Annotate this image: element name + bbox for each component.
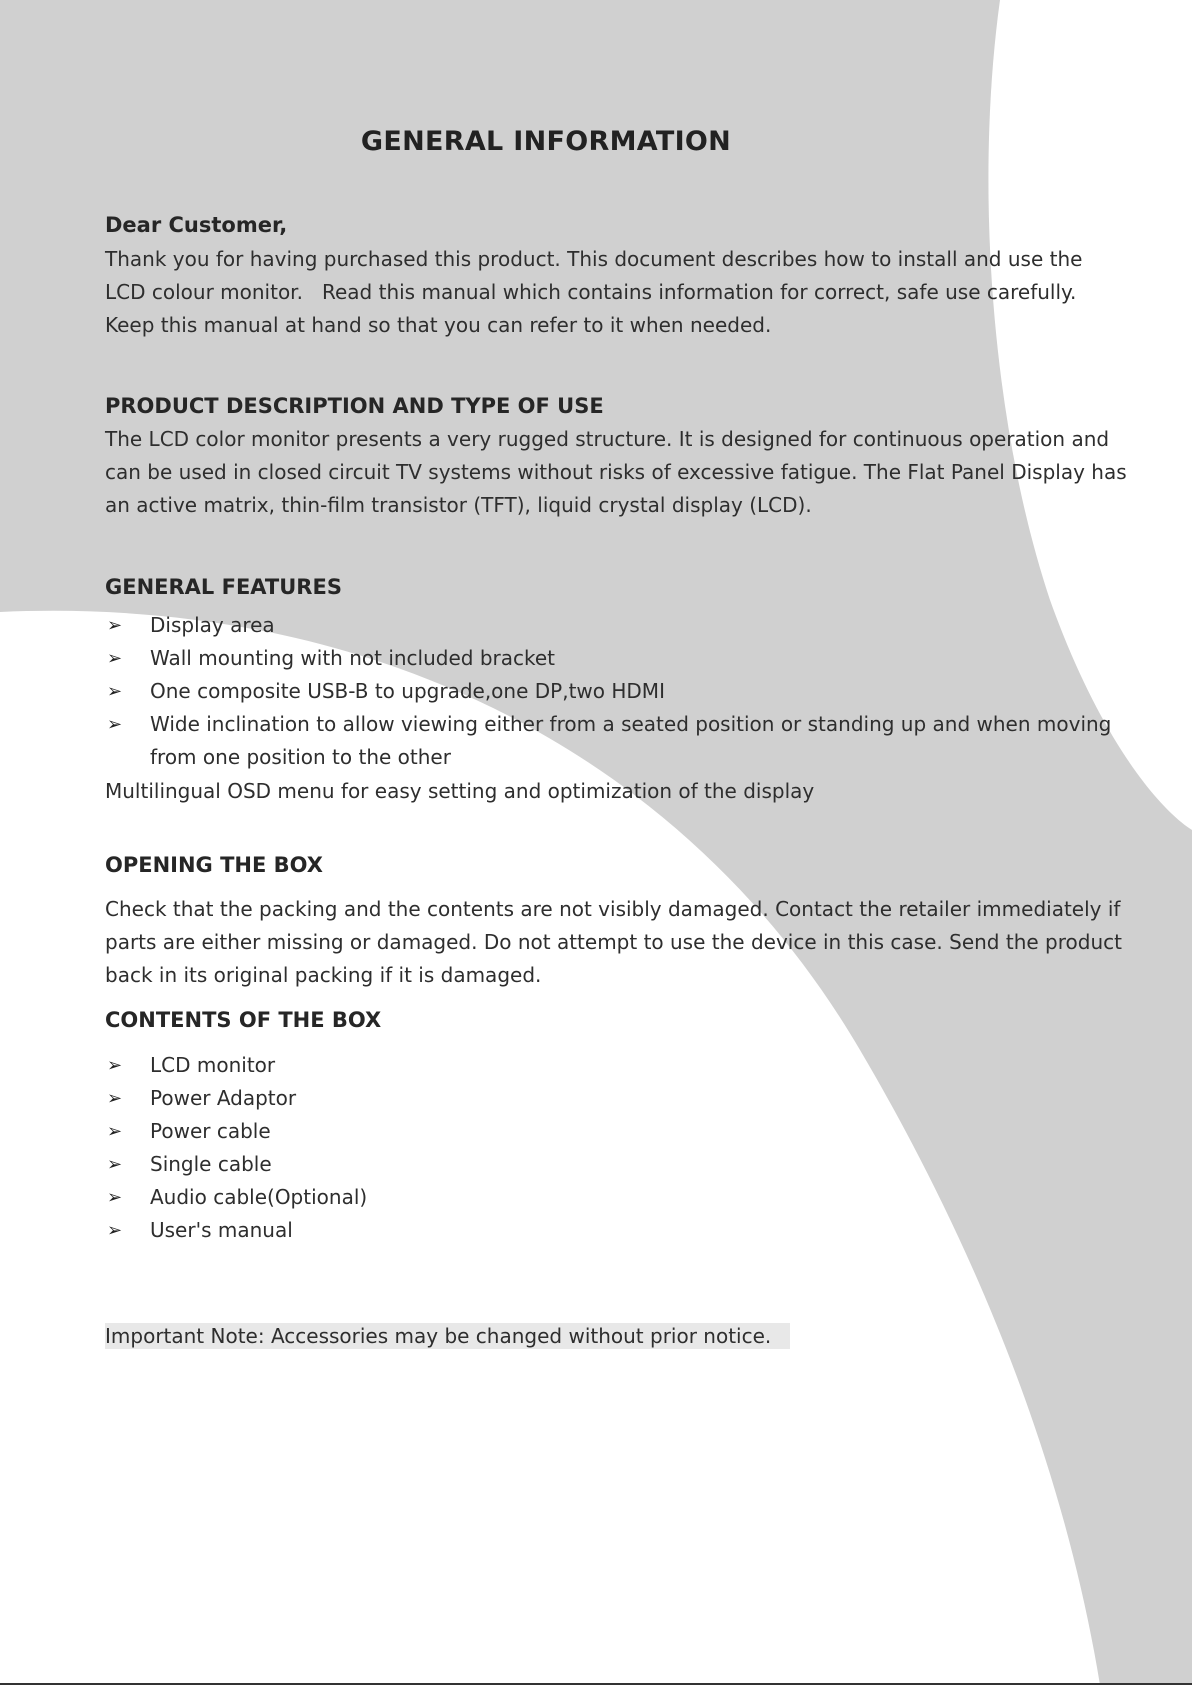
important-note: Important Note: Accessories may be changed without prior notice.	[105, 1323, 790, 1349]
list-item: ➢ Single cable	[105, 1148, 1095, 1181]
arrowhead-bullet-icon: ➢	[107, 681, 123, 702]
contents-box-heading: CONTENTS OF THE BOX	[105, 1008, 382, 1032]
list-item: ➢ Power Adaptor	[105, 1082, 1095, 1115]
arrowhead-bullet-icon: ➢	[107, 1121, 123, 1142]
arrowhead-bullet-icon: ➢	[107, 615, 123, 636]
general-features-heading: GENERAL FEATURES	[105, 575, 342, 599]
arrowhead-bullet-icon: ➢	[107, 714, 123, 735]
arrowhead-bullet-icon: ➢	[107, 1088, 123, 1109]
paragraph-line: Thank you for having purchased this product. This document describes how to install and use the	[105, 247, 1083, 271]
list-item: ➢ Wide inclination to allow viewing either from a seated position or standing up and when moving	[105, 708, 1095, 741]
arrowhead-bullet-icon: ➢	[107, 648, 123, 669]
paragraph-line: LCD colour monitor. Read this manual which contains information for correct, safe use carefully.	[105, 280, 1077, 304]
paragraph-line: The LCD color monitor presents a very rugged structure. It is designed for continuous operation and	[105, 427, 1110, 451]
opening-box-heading: OPENING THE BOX	[105, 853, 323, 877]
list-item: ➢ One composite USB-B to upgrade,one DP,two HDMI	[105, 675, 1095, 708]
list-item: ➢ Power cable	[105, 1115, 1095, 1148]
list-item-continuation: from one position to the other	[150, 745, 451, 769]
list-item: ➢ Display area	[105, 609, 1095, 642]
list-item: ➢ Wall mounting with not included bracket	[105, 642, 1095, 675]
paragraph-line: parts are either missing or damaged. Do not attempt to use the device in this case. Send the product	[105, 930, 1122, 954]
product-description-paragraph	[105, 423, 1127, 522]
list-item: ➢ Audio cable(Optional)	[105, 1181, 1095, 1214]
paragraph-line: back in its original packing if it is damaged.	[105, 963, 542, 987]
contents-box-list	[105, 1049, 1095, 1247]
arrowhead-bullet-icon: ➢	[107, 1220, 123, 1241]
paragraph-line: Keep this manual at hand so that you can refer to it when needed.	[105, 313, 772, 337]
greeting-heading: Dear Customer,	[105, 213, 288, 237]
paragraph-line: an active matrix, thin-film transistor (TFT), liquid crystal display (LCD).	[105, 493, 812, 517]
general-features-list	[105, 609, 1112, 774]
features-trailing-line: Multilingual OSD menu for easy setting and optimization of the display	[105, 779, 815, 803]
list-item: ➢ LCD monitor	[105, 1049, 1095, 1082]
arrowhead-bullet-icon: ➢	[107, 1154, 123, 1175]
paragraph-line: Check that the packing and the contents are not visibly damaged. Contact the retailer immediately if	[105, 897, 1121, 921]
opening-box-paragraph	[105, 893, 1122, 992]
arrowhead-bullet-icon: ➢	[107, 1187, 123, 1208]
page-title: GENERAL INFORMATION	[360, 126, 732, 157]
greeting-paragraph	[105, 243, 1095, 342]
product-description-heading: PRODUCT DESCRIPTION AND TYPE OF USE	[105, 394, 604, 418]
paragraph-line: can be used in closed circuit TV systems without risks of excessive fatigue. The Flat Panel Display has	[105, 460, 1127, 484]
list-item: ➢ User's manual	[105, 1214, 1095, 1247]
arrowhead-bullet-icon: ➢	[107, 1055, 123, 1076]
